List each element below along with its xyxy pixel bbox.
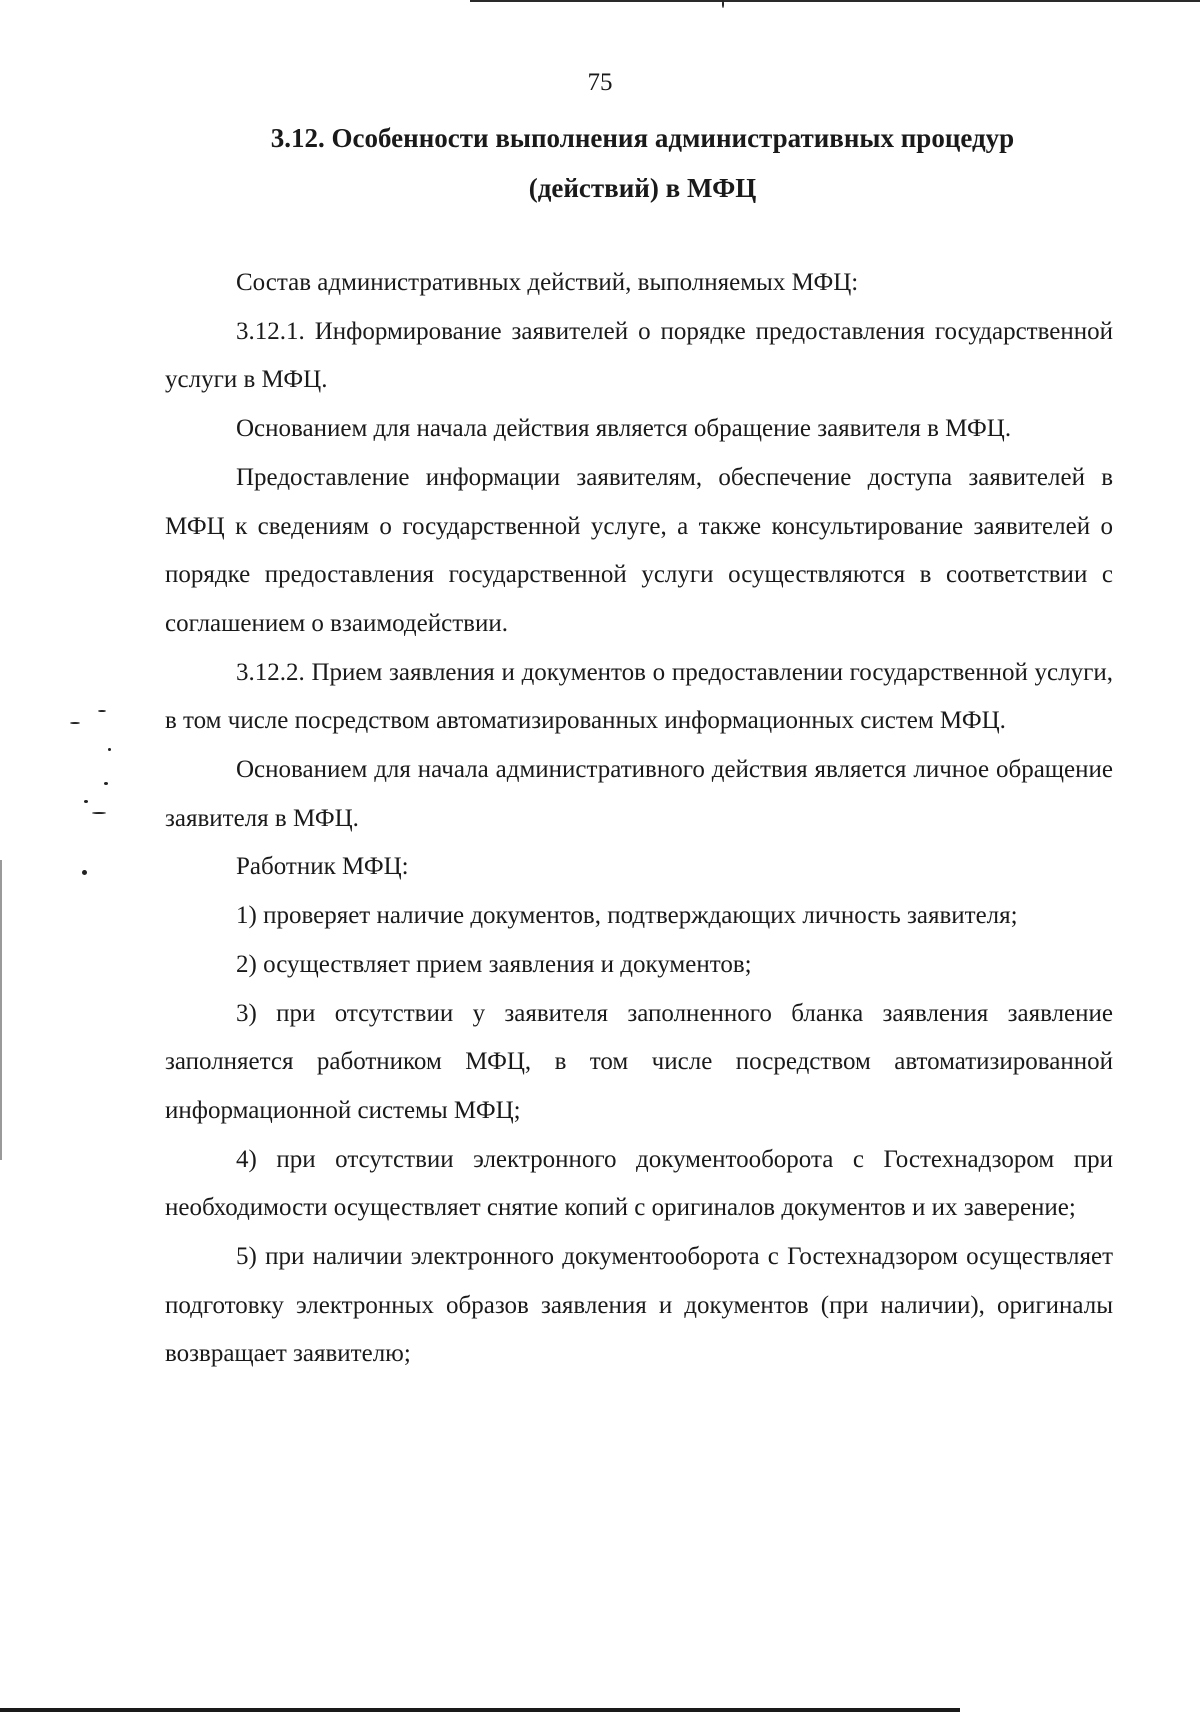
scan-speck [92, 812, 106, 814]
list-item-4: 4) при отсутствии электронного документооборота с Гостехнадзором при необходимости осуществляет снятие копий с оригиналов документов и их заверение; [165, 1145, 1113, 1222]
paragraph-basis-1: Основанием для начала действия является обращение заявителя в МФЦ. [236, 415, 1012, 443]
scan-edge-bottom [0, 1708, 960, 1712]
section-heading [165, 113, 1120, 213]
paragraph-3-12-1: 3.12.1. Информирование заявителей о порядке предоставления государственной услуги в МФЦ. [165, 317, 1113, 394]
paragraph-information: Предоставление информации заявителям, обеспечение доступа заявителей в МФЦ к сведениям о государственной услуге, а также консультирование заявителей о порядке предоставления государственной услуги осуществляются в соответствии с соглашением о взаимодействии. [165, 463, 1113, 637]
scan-speck [722, 0, 724, 8]
paragraph-basis-2: Основанием для начала административного действия является личное обращение заявителя в МФЦ. [165, 756, 1113, 832]
list-item-5: 5) при наличии электронного документооборота с Гостехнадзором осуществляет подготовку электронных образов заявления и документов (при наличии), оригиналы возвращает заявителю; [165, 1243, 1113, 1368]
list-item-1: 1) проверяет наличие документов, подтверждающих личность заявителя; [236, 902, 1018, 930]
section-heading-line-2: (действий) в МФЦ [528, 173, 757, 203]
scan-speck [98, 710, 106, 712]
paragraph-worker: Работник МФЦ: [236, 853, 409, 881]
scan-speck [108, 748, 111, 751]
scan-edge-left [0, 860, 2, 1160]
scan-speck [82, 870, 87, 875]
list-item-2: 2) осуществляет прием заявления и документов; [236, 950, 752, 978]
section-heading-line-1: 3.12. Особенности выполнения административных процедур [270, 123, 1015, 153]
paragraph-composition: Состав административных действий, выполняемых МФЦ: [236, 269, 859, 296]
scan-edge-top [470, 0, 1200, 2]
page-number: 75 [587, 69, 613, 96]
scan-speck [84, 800, 88, 803]
document-body [165, 259, 1113, 1379]
scan-speck [104, 782, 108, 785]
list-item-3: 3) при отсутствии у заявителя заполненного бланка заявления заявление заполняется работником МФЦ, в том числе посредством автоматизированной информационной системы МФЦ; [165, 999, 1113, 1124]
scan-speck [70, 722, 80, 724]
paragraph-3-12-2: 3.12.2. Прием заявления и документов о предоставлении государственной услуги, в том числе посредством автоматизированных информационных систем МФЦ. [165, 658, 1113, 735]
